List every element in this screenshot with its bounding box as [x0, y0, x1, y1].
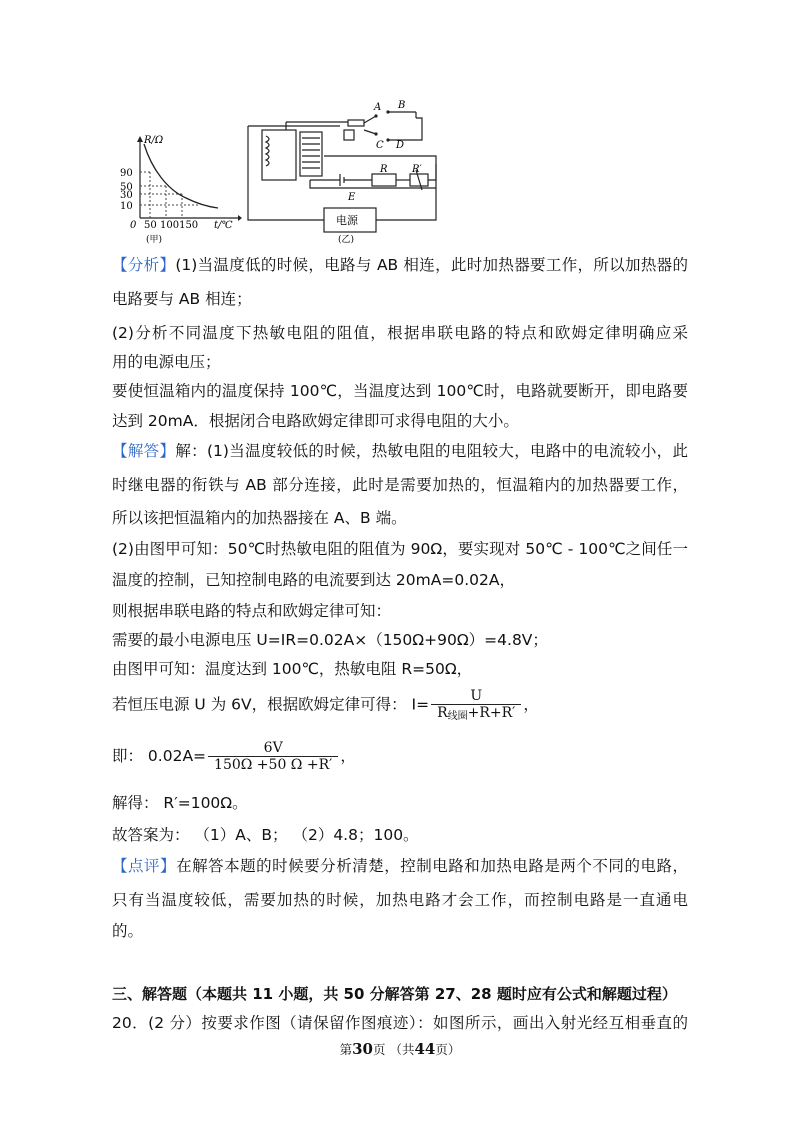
analysis-tag: 【分析】: [112, 256, 176, 274]
comment-tag: 【点评】: [112, 857, 177, 875]
page-footer: 第30页 （共44页）: [339, 1040, 461, 1058]
answer-line: 故答案为： （1）A、B； （2）4.8；100。: [112, 826, 419, 844]
y-tick: 90: [120, 168, 133, 179]
answer-formula-line: 即： 0.02A= $\frac{6V}{150\Omega +50 \Omega +R'}$ ，: [112, 740, 356, 773]
origin-label: 0: [130, 220, 137, 231]
fraction: $\frac{6V}{150\Omega +50 \Omega +R'}$: [208, 740, 338, 773]
y-tick: 50: [120, 182, 133, 193]
comment-line: 只有当温度较低，需要加热的时候，加热电路才会工作，而控制电路是一直通电: [112, 891, 688, 909]
answer-formula-line: 若恒压电源 U 为 6V，根据欧姆定律可得： I= $\frac{U}{R_{线圈}+R+R'}$ ，: [112, 688, 539, 722]
page-number: 30: [352, 1040, 373, 1058]
label-a: A: [374, 102, 382, 113]
page-total: 44: [414, 1040, 436, 1058]
x-tick: 50: [144, 220, 157, 231]
answer-line: 温度的控制，已知控制电路的电流要到达 20mA=0.02A，: [112, 571, 515, 589]
answer-tag: 【解答】: [112, 442, 176, 460]
fraction: $\frac{U}{R_{线圈}+R+R'}$: [431, 688, 521, 722]
analysis-line: 要使恒温箱内的温度保持 100℃，当温度达到 100℃时，电路就要断开，即电路要: [112, 382, 688, 400]
figure-yi-circuit: [240, 100, 450, 245]
x-axis-label: t/℃: [214, 220, 233, 231]
comment-line: 【点评】在解答本题的时候要分析清楚，控制电路和加热电路是两个不同的电路，: [112, 857, 688, 875]
analysis-line: 达到 20mA．根据闭合电路欧姆定律即可求得电阻的大小。: [112, 412, 519, 430]
y-tick: 10: [120, 201, 133, 212]
section-heading: 三、解答题（本题共 11 小题，共 50 分解答第 27、28 题时应有公式和解题过程）: [112, 985, 677, 1003]
label-b: B: [398, 100, 406, 111]
analysis-line: (2)分析不同温度下热敏电阻的阻值，根据串联电路的特点和欧姆定律明确应采: [112, 324, 688, 342]
figure-jia-graph: [118, 130, 243, 245]
power-source-label: 电源: [336, 214, 358, 227]
figure-caption: (乙): [338, 235, 355, 245]
answer-line: 【解答】解：(1)当温度较低的时候，热敏电阻的电阻较大，电路中的电流较小，此: [112, 442, 688, 460]
answer-line: 所以该把恒温箱内的加热器接在 A、B 端。: [112, 509, 407, 527]
question-20: 20．(2 分）按要求作图（请保留作图痕迹）：如图所示，画出入射光经互相垂直的: [112, 1014, 688, 1032]
answer-line: 需要的最小电源电压 U=IR=0.02A×（150Ω+90Ω）=4.8V；: [112, 631, 548, 649]
answer-line: 解得： R′=100Ω。: [112, 794, 248, 812]
answer-line: (2)由图甲可知：50℃时热敏电阻的阻值为 90Ω，要实现对 50℃ - 100℃之间任一: [112, 540, 688, 558]
figure-caption: (甲): [146, 235, 163, 245]
y-axis-label: R/Ω: [144, 135, 164, 146]
answer-line: 时继电器的衔铁与 AB 部分连接，此时是需要加热的，恒温箱内的加热器要工作，: [112, 476, 688, 494]
label-r: R: [380, 164, 388, 175]
x-tick: 100150: [160, 220, 199, 231]
analysis-line: 电路要与 AB 相连；: [112, 290, 252, 308]
label-r-prime: R′: [412, 164, 422, 175]
label-c: C: [376, 140, 384, 151]
answer-line: 由图甲可知：温度达到 100℃，热敏电阻 R=50Ω，: [112, 660, 473, 678]
y-tick: 30: [120, 190, 133, 201]
comment-line: 的。: [112, 922, 144, 940]
analysis-line: 【分析】(1)当温度低的时候，电路与 AB 相连，此时加热器要工作，所以加热器的: [112, 256, 688, 274]
analysis-line: 用的电源电压；: [112, 353, 221, 371]
label-e: E: [348, 192, 356, 203]
answer-line: 则根据串联电路的特点和欧姆定律可知：: [112, 602, 392, 620]
label-d: D: [396, 140, 405, 151]
